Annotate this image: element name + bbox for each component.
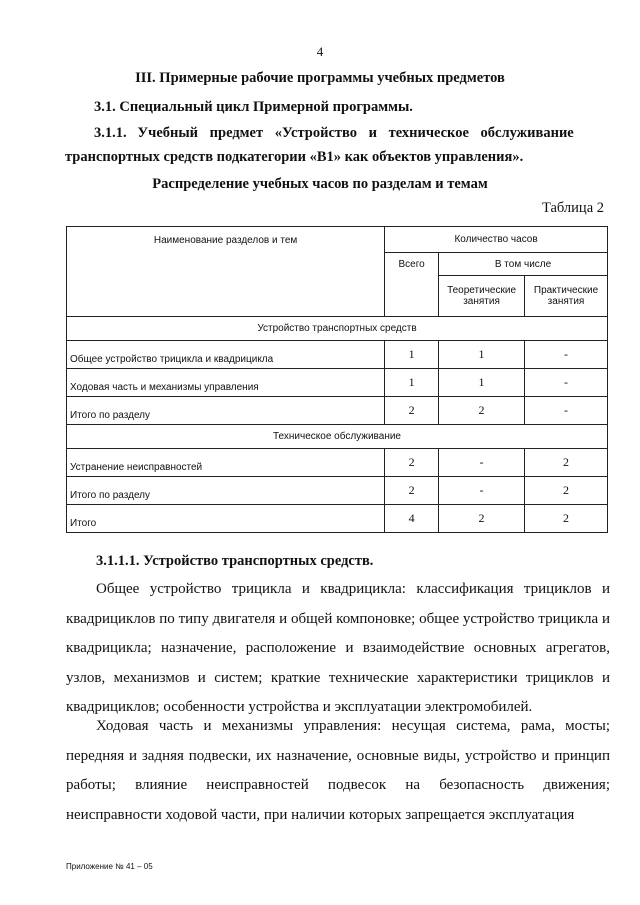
row-total: 1 <box>385 369 439 397</box>
section-row <box>67 425 608 449</box>
header-theory: Теоретические занятия <box>439 276 525 317</box>
row-total: 1 <box>385 341 439 369</box>
table-row <box>67 341 608 369</box>
table-row <box>67 397 608 425</box>
topic-subheading: 3.1.1.1. Устройство транспортных средств. <box>96 553 374 569</box>
row-name: Ходовая часть и механизмы управления <box>67 369 385 397</box>
row-practice: - <box>525 369 608 397</box>
row-theory: 1 <box>439 369 525 397</box>
row-theory: - <box>439 477 525 505</box>
row-practice: - <box>525 341 608 369</box>
row-name: Общее устройство трицикла и квадрицикла <box>67 341 385 369</box>
row-total: 4 <box>385 505 439 533</box>
header-including: В том числе <box>439 253 608 276</box>
table-row <box>67 449 608 477</box>
row-practice: 2 <box>525 505 608 533</box>
row-practice: 2 <box>525 477 608 505</box>
subject-number: 3.1.1. <box>94 125 127 141</box>
table-header-row <box>67 227 608 253</box>
page-number: 4 <box>316 44 324 59</box>
subsection-heading: 3.1. Специальный цикл Примерной программы. <box>94 99 413 115</box>
row-total: 2 <box>385 397 439 425</box>
row-theory: 2 <box>439 397 525 425</box>
row-theory: 2 <box>439 505 525 533</box>
grand-total-row <box>67 505 608 533</box>
subject-heading <box>94 125 574 142</box>
row-total: 2 <box>385 449 439 477</box>
row-name: Устранение неисправностей <box>67 449 385 477</box>
subject-text-line1: Учебный предмет «Устройство и техническое обслуживание <box>137 125 574 141</box>
body-paragraph: Ходовая часть и механизмы управления: несущая система, рама, мосты; передняя и задняя подвески, их назначение, основные виды, устройство и принцип работы; влияние неисправностей подвесок на безопасность движения; неисправности ходовой части, при наличии которых запрещается эксплуатация <box>66 718 610 823</box>
row-practice: 2 <box>525 449 608 477</box>
header-total: Всего <box>385 253 439 317</box>
table-title: Распределение учебных часов по разделам и темам <box>152 176 488 192</box>
row-name: Итого по разделу <box>67 397 385 425</box>
row-name: Итого <box>67 505 385 533</box>
header-name: Наименование разделов и тем <box>67 227 385 317</box>
table-row <box>67 477 608 505</box>
row-name: Итого по разделу <box>67 477 385 505</box>
footer-note: Приложение № 41 – 05 <box>66 862 153 871</box>
row-theory: - <box>439 449 525 477</box>
table-label: Таблица 2 <box>541 200 604 216</box>
row-theory: 1 <box>439 341 525 369</box>
table-row <box>67 369 608 397</box>
subject-text-line2: транспортных средств подкатегории «В1» как объектов управления». <box>65 149 524 165</box>
hours-distribution-table <box>66 226 608 533</box>
header-hours: Количество часов <box>385 227 608 253</box>
section-heading: III. Примерные рабочие программы учебных предметов <box>135 70 505 86</box>
section-row <box>67 317 608 341</box>
header-practice: Практические занятия <box>525 276 608 317</box>
section-title: Техническое обслуживание <box>67 425 608 449</box>
row-total: 2 <box>385 477 439 505</box>
row-practice: - <box>525 397 608 425</box>
body-paragraph: Общее устройство трицикла и квадрицикла: классификация трициклов и квадрициклов по типу двигателя и общей компоновке; общее устройство трицикла и квадрицикла; назначение, расположение и взаимодействие основных агрегатов, узлов, механизмов и систем; краткие технические характеристики трициклов и квадрициклов; особенности устройства и эксплуатации электромобилей. <box>66 581 610 715</box>
section-title: Устройство транспортных средств <box>67 317 608 341</box>
